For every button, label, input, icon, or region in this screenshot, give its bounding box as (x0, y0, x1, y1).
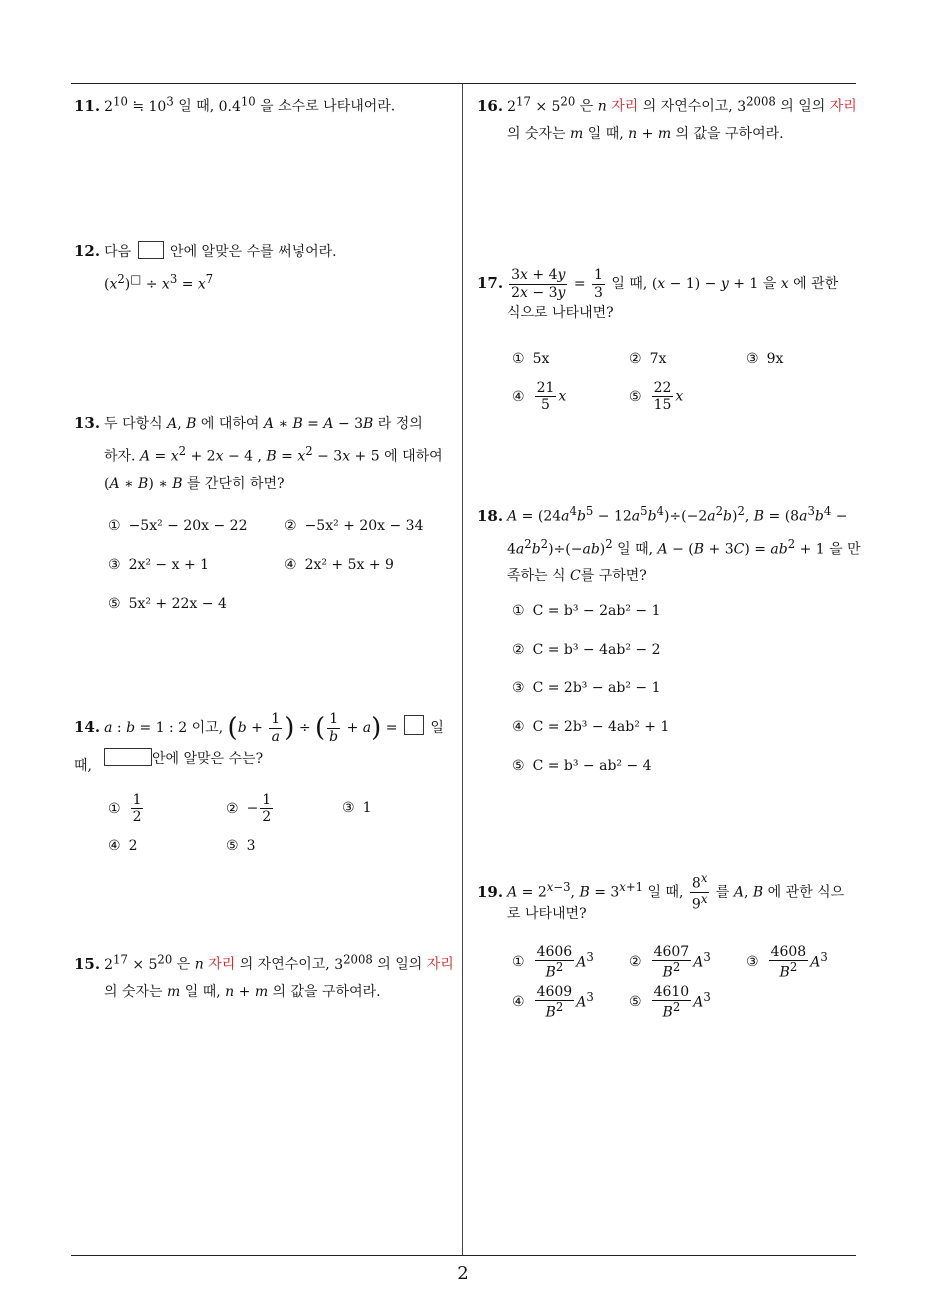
question-12: 12. 다음 안에 알맞은 수를 써넣어라. $(x^2)^□ \div x^3 = x^7$ (74, 242, 337, 293)
q19-option-4[interactable]: ④ $\frac{4609}{B^2}$ $A^3$ (512, 984, 594, 1021)
q18-option-2[interactable]: ② C = b³ − 4ab² − 2 (512, 642, 661, 658)
answer-box (138, 241, 164, 259)
question-13: 13. 두 다항식 A, B 에 대하여 A ∗ B = A − 3B 라 정의 하자. $A = x^2 + 2x - 4$ , $B = x^2 - 3x + 5$ 에 대하여 (A ∗ B) ∗ B 를 간단히 하면? (74, 414, 443, 492)
q14-option-5[interactable]: ⑤ 3 (226, 838, 256, 854)
q14-option-2[interactable]: ② − $\frac{1}{2}$ (226, 792, 272, 826)
question-number: 14. (74, 718, 101, 736)
bottom-rule (71, 1255, 856, 1256)
q13-option-5[interactable]: ⑤ 5x² + 22x − 4 (108, 596, 227, 612)
question-19-line2: 로 나타내면? (507, 906, 587, 922)
q19-option-2[interactable]: ② $\frac{4607}{B^2}$ $A^3$ (629, 944, 711, 981)
page-number: 2 (457, 1263, 469, 1284)
q14-option-3[interactable]: ③ 1 (342, 800, 372, 816)
q19-option-1[interactable]: ① $\frac{4606}{B^2}$ $A^3$ (512, 944, 594, 981)
question-16: 16. $2^{17} \times 5^{20}$ 은 n 자리 의 자연수이고, $3^{2008}$ 의 일의 자리 의 숫자는 m 일 때, n + m 의 값을 구하여라. (477, 94, 857, 142)
q17-option-5[interactable]: ⑤ $\frac{22}{15}$ x (629, 380, 684, 414)
question-number: 11. (74, 96, 101, 115)
q19-option-3[interactable]: ③ $\frac{4608}{B^2}$ $A^3$ (746, 944, 828, 981)
q17-option-4[interactable]: ④ $\frac{21}{5}$ x (512, 380, 567, 414)
question-number: 17. (477, 274, 504, 292)
question-number: 13. (74, 414, 101, 432)
question-17-line2: 식으로 나타내면? (507, 305, 614, 321)
question-number: 16. (477, 96, 504, 115)
q18-option-5[interactable]: ⑤ C = b³ − ab² − 4 (512, 758, 652, 774)
question-number: 12. (74, 242, 101, 260)
question-number: 18. (477, 506, 504, 525)
answer-box (404, 715, 424, 735)
q17-option-1[interactable]: ① 5x (512, 351, 550, 367)
question-18: 18. $A = (24a^4b^5 - 12a^5b^4)\div(-2a^2b)^2$, $B = (8a^3b^4$ − $4a^2b^2)\div(-ab)^2$ 일 때, $A - (B + 3C) = ab^2 + 1$ 을 만 족하는 식 C를 구하면? (477, 504, 861, 585)
question-14: 14. a : b = 1 : 2 이고, (b + $\frac{1}{a}$ ) ÷ ( $\frac{1}{b}$ + a) = 일 때, (74, 711, 444, 774)
column-divider (462, 84, 463, 1256)
q17-option-2[interactable]: ② 7x (629, 351, 667, 367)
question-14-line2: 안에 알맞은 수는? (104, 746, 263, 773)
q13-option-2[interactable]: ② −5x² + 20x − 34 (284, 518, 424, 534)
question-15: 15. $2^{17} \times 5^{20}$ 은 n 자리 의 자연수이고, $3^{2008}$ 의 일의 자리 의 숫자는 m 일 때, n + m 의 값을 구하여라. (74, 952, 454, 1000)
q13-option-1[interactable]: ① −5x² − 20x − 22 (108, 518, 248, 534)
q18-option-1[interactable]: ① C = b³ − 2ab² − 1 (512, 603, 661, 619)
question-11: 11. $2^{10}$ ≒ $10^3$ 일 때, $0.4^{10}$ 을 소수로 나타내어라. (74, 94, 396, 115)
q17-option-3[interactable]: ③ 9x (746, 351, 784, 367)
q18-option-4[interactable]: ④ C = 2b³ − 4ab² + 1 (512, 719, 670, 735)
question-number: 19. (477, 882, 504, 901)
answer-box (104, 748, 152, 766)
q14-option-4[interactable]: ④ 2 (108, 838, 138, 854)
q13-option-3[interactable]: ③ 2x² − x + 1 (108, 557, 210, 573)
q13-option-4[interactable]: ④ 2x² + 5x + 9 (284, 557, 394, 573)
q19-option-5[interactable]: ⑤ $\frac{4610}{B^2}$ $A^3$ (629, 984, 711, 1021)
question-19: 19. $A = 2^{x-3}$, $B = 3^{x+1}$ 일 때, $\frac{8^x}{9^x}$ 를 A, B 에 관한 식으 (477, 871, 845, 913)
q18-option-3[interactable]: ③ C = 2b³ − ab² − 1 (512, 680, 661, 696)
question-17: 17. $\frac{3x + 4y}{2x - 3y}$ = $\frac{1}{3}$ 일 때, (x − 1) − y + 1 을 x 에 관한 (477, 267, 839, 301)
top-rule (71, 83, 856, 84)
question-number: 15. (74, 954, 101, 973)
q14-option-1[interactable]: ① $\frac{1}{2}$ (108, 792, 142, 826)
